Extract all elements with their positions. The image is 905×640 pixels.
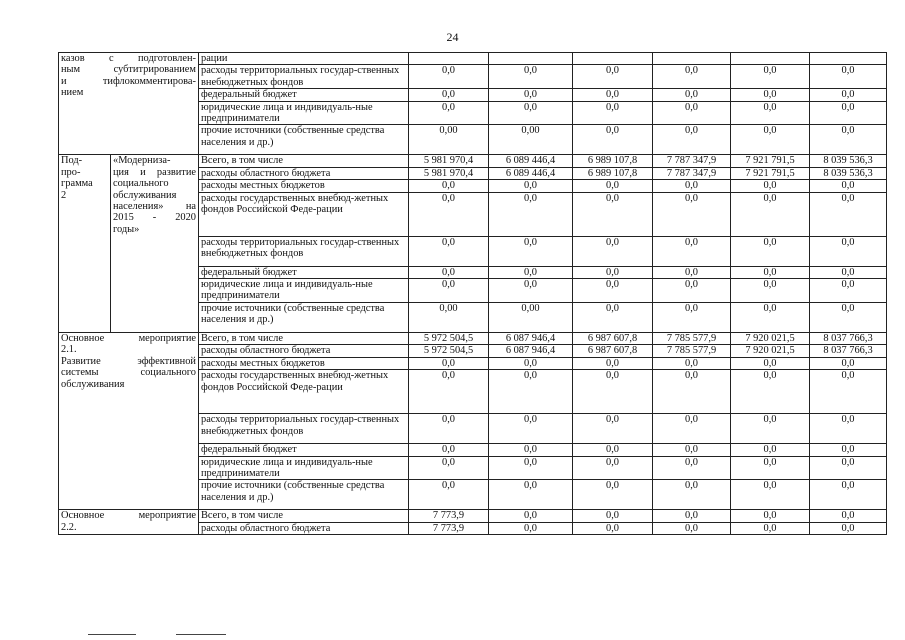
value-cell: 0,0 (653, 89, 731, 101)
row-label: расходы государственных внебюд-жетных фондов Российской Феде-рации (199, 192, 409, 236)
value-cell: 0,0 (409, 89, 489, 101)
row-label: юридические лица и индивидуаль-ные предприниматели (199, 279, 409, 303)
value-cell: 0,0 (810, 236, 887, 266)
value-cell: 0,0 (573, 302, 653, 332)
row-label: расходы областного бюджета (199, 345, 409, 357)
value-cell: 0,0 (810, 302, 887, 332)
subprogram-title-line: годы» (113, 223, 140, 235)
subprogram-number-line: грамма (61, 178, 93, 190)
row-label: расходы областного бюджета (199, 522, 409, 534)
row-label: расходы областного бюджета (199, 167, 409, 179)
measure-title-line: системы социального (61, 367, 196, 379)
value-cell: 0,00 (409, 302, 489, 332)
value-cell: 0,0 (810, 444, 887, 456)
value-cell: 0,0 (810, 180, 887, 192)
subprogram-number (59, 155, 111, 332)
measure-title-line: Основное мероприятие (61, 510, 196, 522)
value-cell: 0,0 (810, 192, 887, 236)
table-row (59, 510, 887, 522)
value-cell: 0,0 (409, 444, 489, 456)
row-label: юридические лица и индивидуаль-ные предприниматели (199, 101, 409, 125)
value-cell: 0,0 (731, 236, 810, 266)
value-cell: 0,0 (489, 510, 573, 522)
value-cell: 0,0 (653, 125, 731, 155)
value-cell: 5 981 970,4 (409, 167, 489, 179)
value-cell: 0,0 (573, 279, 653, 303)
value-cell: 0,0 (573, 444, 653, 456)
value-cell: 0,0 (573, 456, 653, 480)
value-cell: 0,0 (810, 101, 887, 125)
value-cell: 7 773,9 (409, 522, 489, 534)
value-cell: 0,0 (573, 180, 653, 192)
value-cell: 0,0 (489, 522, 573, 534)
value-cell: 0,0 (573, 510, 653, 522)
subprogram-title-line: населения» на (113, 201, 196, 213)
value-cell: 6 989 107,8 (573, 167, 653, 179)
value-cell: 6 089 446,4 (489, 155, 573, 167)
value-cell: 0,0 (489, 480, 573, 510)
measure-title-line: и тифлокомментирова- (61, 75, 196, 87)
value-cell: 0,0 (653, 522, 731, 534)
measure-title-line: Основное мероприятие (61, 332, 196, 344)
value-cell: 0,0 (489, 89, 573, 101)
value-cell: 0,0 (653, 101, 731, 125)
value-cell: 0,0 (489, 279, 573, 303)
value-cell: 0,0 (810, 125, 887, 155)
page-number: 24 (446, 30, 459, 44)
value-cell: 0,0 (409, 480, 489, 510)
value-cell: 0,0 (731, 414, 810, 444)
subprogram-title-line: ция и развитие (113, 166, 196, 178)
value-cell: 7 773,9 (409, 510, 489, 522)
value-cell: 0,0 (731, 192, 810, 236)
value-cell: 8 039 536,3 (810, 167, 887, 179)
subprogram-number-line: Под- (61, 155, 83, 167)
value-cell: 0,0 (653, 236, 731, 266)
value-cell: 0,0 (573, 266, 653, 278)
table-row (59, 53, 887, 65)
value-cell: 7 921 791,5 (731, 155, 810, 167)
value-cell: 0,0 (731, 101, 810, 125)
value-cell: 0,0 (573, 192, 653, 236)
value-cell: 0,0 (409, 279, 489, 303)
subprogram-title-line: обслуживания (113, 189, 177, 201)
value-cell: 0,0 (489, 192, 573, 236)
row-label: расходы территориальных государ-ственных внебюджетных фондов (199, 236, 409, 266)
measure-title-line: 2.2. (61, 521, 77, 533)
value-cell (409, 53, 489, 65)
value-cell: 6 089 446,4 (489, 167, 573, 179)
value-cell: 0,0 (489, 357, 573, 369)
value-cell: 0,0 (489, 444, 573, 456)
value-cell: 0,0 (653, 65, 731, 89)
value-cell: 0,0 (653, 456, 731, 480)
value-cell: 0,00 (489, 302, 573, 332)
value-cell: 0,0 (653, 266, 731, 278)
value-cell: 0,0 (731, 65, 810, 89)
value-cell: 0,0 (731, 180, 810, 192)
table-row (59, 332, 887, 344)
subprogram-title-line: 2015 - 2020 (113, 212, 196, 224)
value-cell: 0,0 (573, 357, 653, 369)
subprogram-title (111, 155, 199, 332)
measure-title (59, 53, 199, 155)
value-cell: 0,0 (731, 125, 810, 155)
value-cell: 0,0 (653, 510, 731, 522)
value-cell: 0,0 (573, 101, 653, 125)
value-cell (653, 53, 731, 65)
value-cell (489, 53, 573, 65)
row-label: расходы территориальных государ-ственных внебюджетных фондов (199, 414, 409, 444)
subprogram-title-line: социального (113, 178, 169, 190)
value-cell: 0,0 (653, 192, 731, 236)
value-cell: 0,0 (810, 89, 887, 101)
row-label: федеральный бюджет (199, 89, 409, 101)
value-cell: 0,0 (573, 414, 653, 444)
value-cell: 0,00 (409, 125, 489, 155)
value-cell: 0,0 (409, 101, 489, 125)
value-cell: 5 981 970,4 (409, 155, 489, 167)
row-label: федеральный бюджет (199, 266, 409, 278)
value-cell: 0,0 (573, 522, 653, 534)
value-cell: 0,0 (409, 370, 489, 414)
value-cell: 0,0 (653, 357, 731, 369)
value-cell: 6 989 107,8 (573, 155, 653, 167)
value-cell: 0,0 (731, 266, 810, 278)
value-cell: 6 987 607,8 (573, 332, 653, 344)
value-cell: 8 037 766,3 (810, 345, 887, 357)
value-cell: 0,0 (409, 65, 489, 89)
measure-title-line: нием (61, 87, 84, 99)
value-cell: 0,0 (810, 266, 887, 278)
value-cell: 8 037 766,3 (810, 332, 887, 344)
table-row (59, 155, 887, 167)
value-cell: 0,0 (731, 456, 810, 480)
budget-table (58, 52, 887, 535)
row-label: расходы местных бюджетов (199, 180, 409, 192)
value-cell: 0,0 (731, 370, 810, 414)
measure-title (59, 332, 199, 509)
value-cell: 0,00 (489, 125, 573, 155)
value-cell: 7 787 347,9 (653, 155, 731, 167)
value-cell: 0,0 (731, 279, 810, 303)
footer-marks (88, 634, 228, 637)
value-cell: 6 987 607,8 (573, 345, 653, 357)
value-cell: 5 972 504,5 (409, 332, 489, 344)
subprogram-number-line: 2 (61, 189, 67, 201)
row-label: Всего, в том числе (199, 332, 409, 344)
row-label: федеральный бюджет (199, 444, 409, 456)
value-cell: 0,0 (731, 522, 810, 534)
value-cell: 0,0 (409, 414, 489, 444)
value-cell: 8 039 536,3 (810, 155, 887, 167)
value-cell: 0,0 (731, 510, 810, 522)
value-cell: 5 972 504,5 (409, 345, 489, 357)
value-cell: 0,0 (489, 101, 573, 125)
value-cell: 0,0 (731, 480, 810, 510)
value-cell: 0,0 (731, 89, 810, 101)
value-cell: 0,0 (653, 279, 731, 303)
value-cell: 0,0 (810, 522, 887, 534)
value-cell: 0,0 (810, 357, 887, 369)
row-label: Всего, в том числе (199, 510, 409, 522)
value-cell: 0,0 (810, 65, 887, 89)
measure-title-line: обслуживания (61, 378, 125, 390)
subprogram-number-line: про- (61, 166, 81, 178)
value-cell: 0,0 (653, 370, 731, 414)
value-cell: 7 785 577,9 (653, 332, 731, 344)
value-cell: 0,0 (489, 456, 573, 480)
subprogram-title-line: «Модерниза- (113, 155, 171, 167)
value-cell: 0,0 (489, 414, 573, 444)
value-cell: 0,0 (653, 444, 731, 456)
value-cell: 0,0 (489, 236, 573, 266)
value-cell: 7 787 347,9 (653, 167, 731, 179)
value-cell: 0,0 (573, 236, 653, 266)
row-label: юридические лица и индивидуаль-ные предприниматели (199, 456, 409, 480)
measure-title-line: ным субтитрированием (61, 64, 196, 76)
value-cell: 7 921 791,5 (731, 167, 810, 179)
value-cell: 0,0 (653, 414, 731, 444)
value-cell: 0,0 (810, 414, 887, 444)
row-label: прочие источники (собственные средства населения и др.) (199, 125, 409, 155)
value-cell: 7 785 577,9 (653, 345, 731, 357)
value-cell: 0,0 (573, 370, 653, 414)
row-label: Всего, в том числе (199, 155, 409, 167)
value-cell (731, 53, 810, 65)
measure-title-line: Развитие эффективной (61, 355, 196, 367)
value-cell: 0,0 (409, 236, 489, 266)
row-label: прочие источники (собственные средства населения и др.) (199, 480, 409, 510)
value-cell: 0,0 (409, 357, 489, 369)
value-cell: 0,0 (810, 279, 887, 303)
value-cell: 0,0 (810, 456, 887, 480)
value-cell (810, 53, 887, 65)
value-cell: 7 920 021,5 (731, 332, 810, 344)
value-cell: 0,0 (573, 480, 653, 510)
value-cell: 0,0 (489, 180, 573, 192)
value-cell: 0,0 (653, 302, 731, 332)
value-cell: 0,0 (573, 89, 653, 101)
measure-title (59, 510, 199, 535)
value-cell: 0,0 (810, 370, 887, 414)
value-cell: 0,0 (489, 370, 573, 414)
value-cell: 0,0 (653, 180, 731, 192)
row-label: прочие источники (собственные средства населения и др.) (199, 302, 409, 332)
value-cell: 0,0 (409, 192, 489, 236)
value-cell: 0,0 (409, 266, 489, 278)
row-label: расходы территориальных государ-ственных внебюджетных фондов (199, 65, 409, 89)
measure-title-line: казов с подготовлен- (61, 53, 196, 64)
value-cell: 0,0 (653, 480, 731, 510)
value-cell (573, 53, 653, 65)
value-cell: 0,0 (731, 302, 810, 332)
value-cell: 0,0 (810, 480, 887, 510)
value-cell: 7 920 021,5 (731, 345, 810, 357)
value-cell: 0,0 (731, 357, 810, 369)
value-cell: 6 087 946,4 (489, 332, 573, 344)
value-cell: 0,0 (573, 65, 653, 89)
value-cell: 0,0 (489, 65, 573, 89)
row-label: расходы государственных внебюд-жетных фондов Российской Феде-рации (199, 370, 409, 414)
row-label: рации (199, 53, 409, 65)
value-cell: 0,0 (810, 510, 887, 522)
value-cell: 0,0 (573, 125, 653, 155)
measure-title-line: 2.1. (61, 344, 77, 356)
value-cell: 6 087 946,4 (489, 345, 573, 357)
value-cell: 0,0 (409, 180, 489, 192)
value-cell: 0,0 (409, 456, 489, 480)
value-cell: 0,0 (731, 444, 810, 456)
row-label: расходы местных бюджетов (199, 357, 409, 369)
value-cell: 0,0 (489, 266, 573, 278)
